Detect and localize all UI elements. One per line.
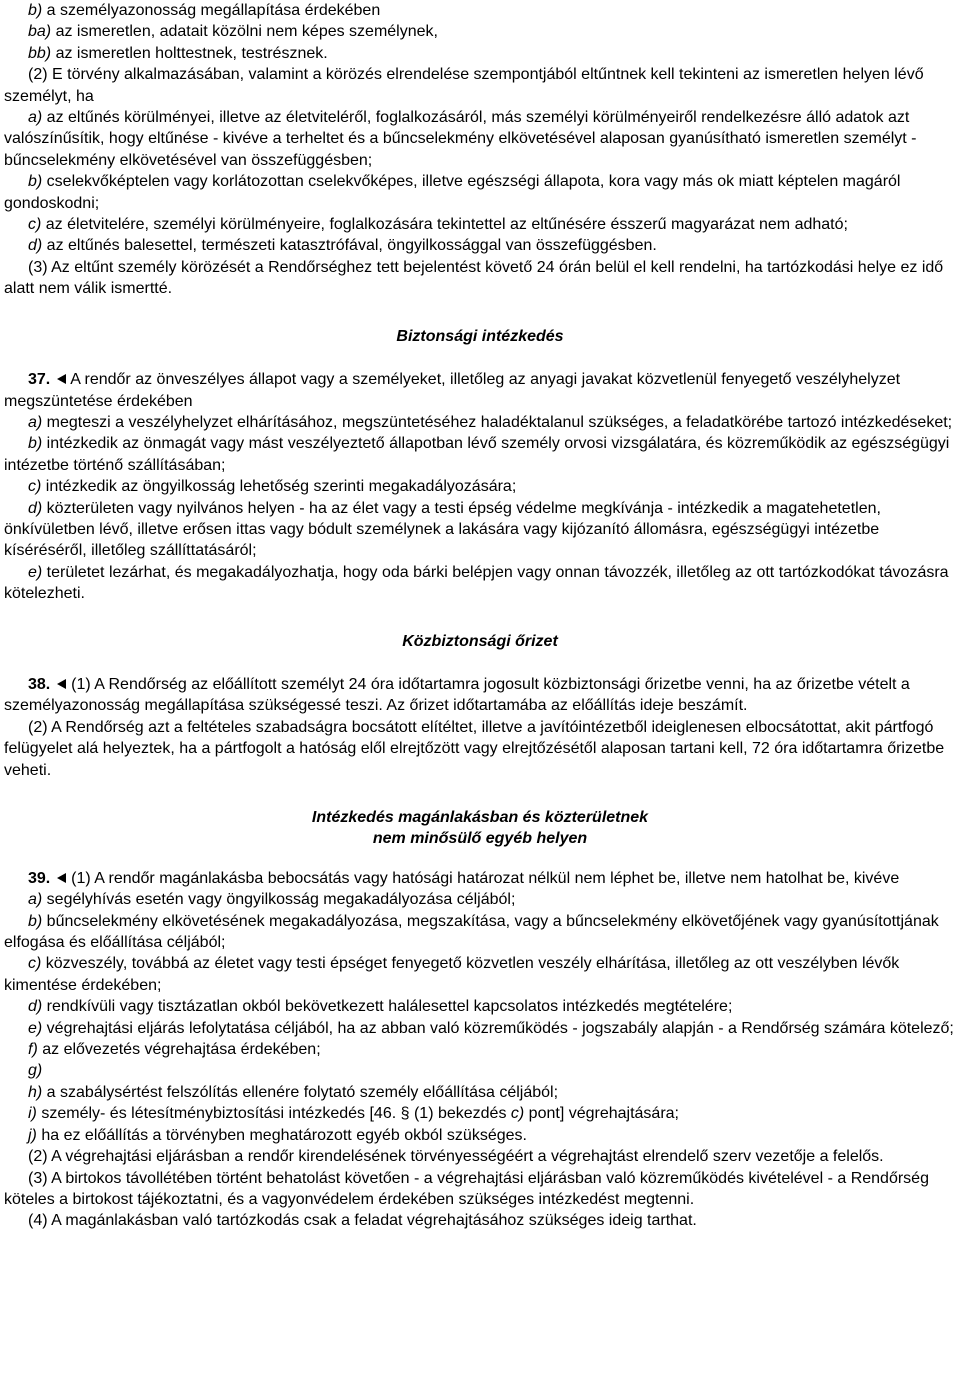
art39-paragraph-4: (4) A magánlakásban való tartózkodás csak a feladat végrehajtásához szükséges ideig tarthat. bbox=[28, 1212, 697, 1230]
art36-p2-point-d: d) az eltűnés balesettel, természeti katasztrófával, öngyilkossággal van összefüggésben. bbox=[28, 237, 657, 255]
art36-ba: ba) az ismeretlen, adatait közölni nem képes személynek, bbox=[28, 23, 438, 41]
art39-point-c: c) közveszély, továbbá az életet vagy testi épséget fenyegető közvetlen veszély elhárítása, illetőleg az ott veszélyben lévők kimentése érdekében; bbox=[4, 955, 900, 994]
art39-point-a: a) segélyhívás esetén vagy öngyilkosság megakadályozása céljából; bbox=[28, 891, 516, 909]
art39-heading-line-2: nem minősülő egyéb helyen bbox=[372, 830, 588, 848]
art36-paragraph-2: (2) E törvény alkalmazásában, valamint a körözés elrendelése szempontjából eltűntnek kell tekinteni az ismeretlen helyen lévő személyt, ha bbox=[4, 66, 924, 105]
art36-p2-point-c: c) az életvitelére, személyi körülményeire, foglalkozására tekintettel az eltűnésére ésszerű magyarázat nem adható; bbox=[28, 216, 848, 234]
art36-p2-point-a: a) az eltűnés körülményei, illetve az életviteléről, foglalkozásáról, más személyi körülményeiről rendelkezésre álló adatok azt valószínűsítik, hogy eltűnése - kivéve a terheltet és a bűncselekmény elkövetésével alaposan gyanúsítható ismeretlen személyt - bűncselekmény elkövetésével van összefüggésben; bbox=[4, 109, 917, 169]
art36-b: b) a személyazonosság megállapítása érdekében bbox=[28, 2, 381, 19]
art36-paragraph-3: (3) Az eltűnt személy körözését a Rendőrséghez tett bejelentést követő 24 órán belül el kell rendelni, ha tartózkodási helye ez idő alatt nem válik ismertté. bbox=[4, 258, 944, 298]
art39-point-g: g) bbox=[28, 1062, 43, 1080]
section-icon[interactable] bbox=[55, 373, 67, 385]
art38-paragraph-1: 38. (1) A Rendőrség az előállított személyt 24 óra időtartamra jogosult közbiztonsági őrizetbe venni, ha az őrizetbe vételt a személyazonosság megállapítása szükségessé teszi. Az őrizet időtartamába az előállítás ideje beszámít. bbox=[4, 675, 910, 715]
art36-p2-point-b: b) cselekvőképtelen vagy korlátozottan cselekvőképes, illetve egészségi állapota, kora vagy más ok miatt képtelen magáról gondoskodni; bbox=[4, 173, 901, 212]
section-sign[interactable]: § bbox=[400, 1105, 410, 1123]
art36-bb: bb) az ismeretlen holttestnek, testrésznek. bbox=[28, 44, 328, 62]
art37-heading: Biztonsági intézkedés bbox=[396, 327, 564, 345]
art39-point-d: d) rendkívüli vagy tisztázatlan okból bekövetkezett halálesettel kapcsolatos intézkedés megtételére; bbox=[28, 998, 733, 1016]
art38-paragraph-2: (2) A Rendőrség azt a feltételes szabadságra bocsátott elítéltet, illetve a javítóintézetből ideiglenesen elbocsátottat, akit pártfogó felügyelet alá helyeztek, ha a pártfogolt a hatóság elől elrejtőzött vagy elrejtőzésétől alaposan tartani kell, 72 óra időtartamra őrizetbe veheti. bbox=[4, 718, 945, 779]
art38-heading: Közbiztonsági őrizet bbox=[402, 632, 558, 650]
art39-paragraph-2: (2) A végrehajtási eljárásban a rendőr kirendelésének törvényességéért a végrehajtást elrendelő szerv vezetője a felelős. bbox=[28, 1148, 884, 1166]
art39-heading-line-1: Intézkedés magánlakásban és közterületnek bbox=[311, 809, 649, 826]
document-page bbox=[4, 0, 956, 1232]
art37-point-b: b) intézkedik az önmagát vagy mást veszélyeztető állapotban lévő személy orvosi vizsgálatára, és közreműködik az egészségügyi intézetbe történő szállításában; bbox=[4, 435, 950, 474]
art37-point-c: c) intézkedik az öngyilkosság lehetőség szerinti megakadályozására; bbox=[28, 478, 517, 496]
art39-point-j: j) ha ez előállítás a törvényben meghatározott egyéb okból szükséges. bbox=[28, 1126, 527, 1144]
art39-point-e: e) végrehajtási eljárás lefolytatása céljából, ha az abban való közreműködés - jogszabály alapján - a Rendőrség számára kötelező; bbox=[28, 1019, 954, 1037]
art39-paragraph-1: 39. (1) A rendőr magánlakásba bebocsátás vagy hatósági határozat nélkül nem léphet be, illetve nem hatolhat be, kivéve bbox=[28, 869, 900, 887]
section-icon[interactable] bbox=[55, 872, 67, 884]
art39-point-b: b) bűncselekmény elkövetésének megakadályozása, megszakítása, vagy a bűncselekmény elkövetőjének vagy gyanúsítottjának elfogása és előállítása céljából; bbox=[4, 912, 939, 952]
art37-paragraph: 37. A rendőr az önveszélyes állapot vagy a személyeket, illetőleg az anyagi javakat közvetlenül fenyegető veszélyhelyzet megszüntetése érdekében bbox=[4, 371, 901, 410]
art37-point-d: d) közterületen vagy nyilvános helyen - ha az élet vagy a testi épség védelme megkívánja - intézkedik a magatehetetlen, önkívületben lévő, illetve erősen ittas vagy bódult személynek a lakására vagy kijózanító állomásra, egészségügyi intézetbe kíséréséről, illetőleg szállíttatásáról; bbox=[4, 499, 881, 560]
section-icon[interactable] bbox=[55, 678, 67, 690]
art37-point-a: a) megteszi a veszélyhelyzet elhárításához, megszüntetéséhez haladéktalanul szükséges, a feladatkörébe tartozó intézkedéseket; bbox=[28, 413, 953, 431]
art37-point-e: e) területet lezárhat, és megakadályozhatja, hogy oda bárki belépjen vagy onnan távozzék, illetőleg az ott tartózkodókat távozásra kötelezheti. bbox=[4, 563, 949, 603]
art38-number: 38. bbox=[28, 675, 51, 693]
art39-point-h: h) a szabálysértést felszólítás ellenére folytató személy előállítása céljából; bbox=[28, 1083, 559, 1101]
art39-point-i: i) személy- és létesítménybiztosítási intézkedés [46. § (1) bekezdés c) pont] végrehajtására; bbox=[28, 1105, 679, 1123]
art39-point-f: f) az elővezetés végrehajtása érdekében; bbox=[28, 1041, 321, 1059]
art37-number: 37. bbox=[28, 371, 51, 389]
art39-number: 39. bbox=[28, 869, 51, 887]
art39-paragraph-3: (3) A birtokos távollétében történt behatolást követően - a végrehajtási eljárásban való közreműködés kivételével - a Rendőrség köteles a birtokost tájékoztatni, és a vagyonvédelem érdekében szükséges intézkedést megtenni. bbox=[4, 1169, 929, 1208]
